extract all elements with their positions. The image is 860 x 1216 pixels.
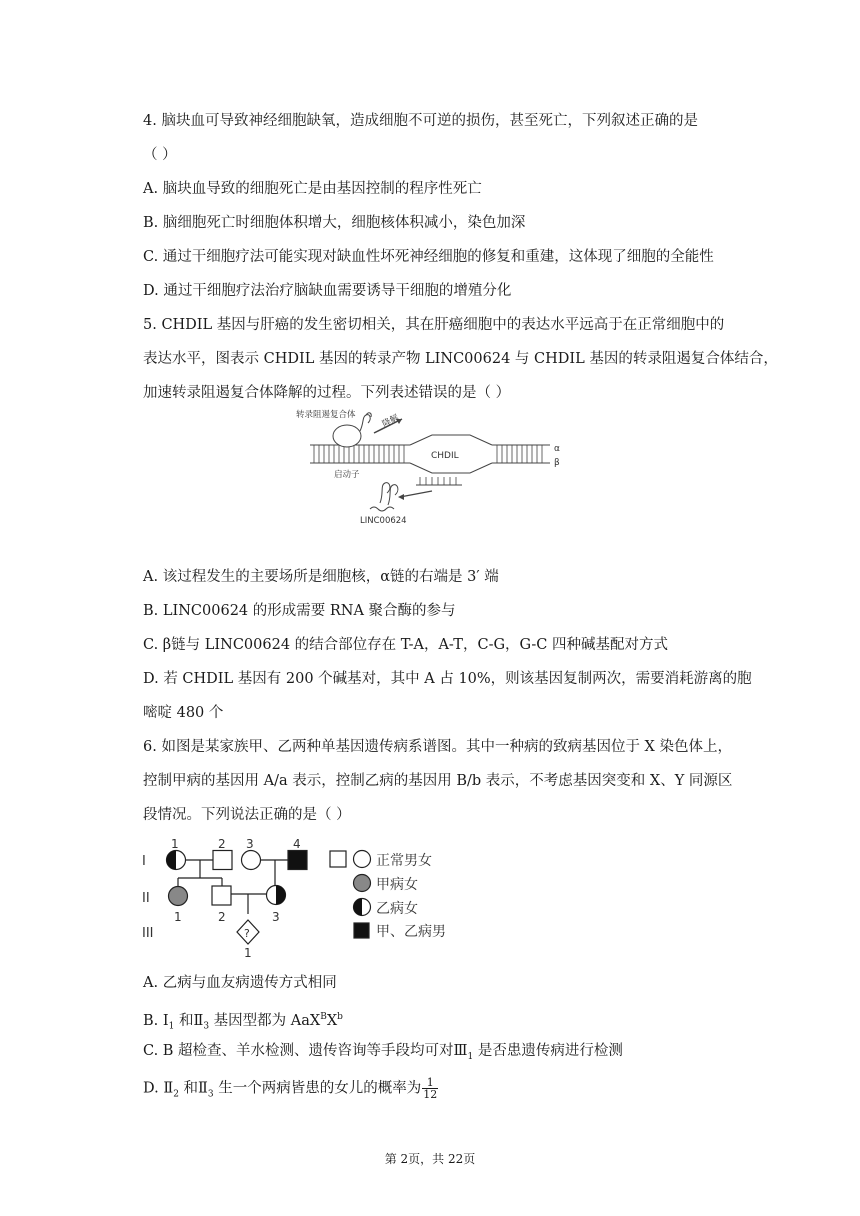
q4-paren: （ ）: [143, 147, 177, 163]
q6-stem-line2: 控制甲病的基因用 A/a 表示，控制乙病的基因用 B/b 表示，不考虑基因突变和 X、Y 同源区: [143, 773, 733, 789]
label-alpha: α: [554, 444, 560, 454]
q6-option-d: D. $Ⅱ_2$ 和$Ⅱ_3$ 生一个两病皆患的女儿的概率为 $\frac{1}{12}$: [143, 1076, 438, 1101]
label-repressor-complex: 转录阻遏复合体: [296, 410, 356, 420]
q5-option-d-line2: 嘧啶 480 个: [143, 705, 224, 721]
page-footer: 第 2页，共 22页: [384, 1152, 476, 1166]
q6-pedigree-figure: [140, 836, 460, 961]
gen-label-ii: II: [142, 891, 150, 906]
label-linc00624: LINC00624: [360, 516, 407, 526]
q6-option-a: A. 乙病与血友病遗传方式相同: [143, 975, 337, 991]
q5-stem-line3: 加速转录阻遏复合体降解的过程。下列表述错误的是（ ）: [143, 385, 511, 401]
num-iii-1: 1: [244, 946, 252, 960]
gen-label-i: I: [142, 854, 146, 869]
num-i-3: 3: [246, 837, 254, 851]
q5-transcription-figure: [292, 405, 572, 535]
q4-stem: 4. 脑块血可导致神经细胞缺氧，造成细胞不可逆的损伤，甚至死亡，下列叙述正确的是: [143, 113, 698, 129]
q5-option-d-line1: D. 若 CHDIL 基因有 200 个碱基对，其中 A 占 10%，则该基因复制两次，需要消耗游离的胞: [143, 671, 752, 687]
num-ii-2: 2: [218, 910, 226, 924]
legend-normal: 正常男女: [376, 853, 432, 869]
num-i-4: 4: [293, 837, 301, 851]
label-chdil: CHDIL: [431, 451, 459, 461]
unknown-mark: ?: [244, 927, 250, 940]
gen-label-iii: III: [142, 926, 154, 941]
num-ii-1: 1: [174, 910, 182, 924]
legend-both-male: 甲、乙病男: [376, 924, 446, 940]
q4-option-c: C. 通过干细胞疗法可能实现对缺血性坏死神经细胞的修复和重建，这体现了细胞的全能性: [143, 249, 714, 265]
num-i-1: 1: [171, 837, 179, 851]
label-promoter: 启动子: [334, 470, 360, 480]
q5-option-c: C. β链与 LINC00624 的结合部位存在 T-A，A-T，C-G，G-C 四种碱基配对方式: [143, 637, 669, 653]
legend-disease-a-female: 甲病女: [376, 877, 418, 893]
q5-stem-line1: 5. CHDIL 基因与肝癌的发生密切相关，其在肝癌细胞中的表达水平远高于在正常细胞中的: [143, 317, 725, 333]
q6-stem-line1: 6. 如图是某家族甲、乙两种单基因遗传病系谱图。其中一种病的致病基因位于 X 染色体上，: [143, 739, 732, 755]
label-degrade: 降解: [380, 413, 401, 430]
q5-option-a: A. 该过程发生的主要场所是细胞核，α链的右端是 3′ 端: [143, 569, 499, 585]
q6-stem-line3: 段情况。下列说法正确的是（ ）: [143, 807, 351, 823]
num-i-2: 2: [218, 837, 226, 851]
probability-fraction: $\frac{1}{12}$: [423, 1076, 438, 1101]
q6-option-c: C. B 超检查、羊水检测、遗传咨询等手段均可对$Ⅲ_1$ 是否患遗传病进行检测: [143, 1043, 623, 1062]
num-ii-3: 3: [272, 910, 280, 924]
q5-stem-line2: 表达水平，图表示 CHDIL 基因的转录产物 LINC00624 与 CHDIL 基因的转录阻遏复合体结合，: [143, 351, 778, 367]
q5-option-b: B. LINC00624 的形成需要 RNA 聚合酶的参与: [143, 603, 456, 619]
legend-disease-b-female: 乙病女: [376, 901, 418, 917]
q4-option-a: A. 脑块血导致的细胞死亡是由基因控制的程序性死亡: [143, 181, 482, 197]
q4-option-b: B. 脑细胞死亡时细胞体积增大，细胞核体积减小，染色加深: [143, 215, 526, 231]
label-beta: β: [554, 458, 560, 468]
q4-option-d: D. 通过干细胞疗法治疗脑缺血需要诱导干细胞的增殖分化: [143, 283, 512, 299]
q6-option-b: B. $Ⅰ_1$ 和$Ⅱ_3$ 基因型都为 $AaX^BX^b$: [143, 1012, 343, 1032]
